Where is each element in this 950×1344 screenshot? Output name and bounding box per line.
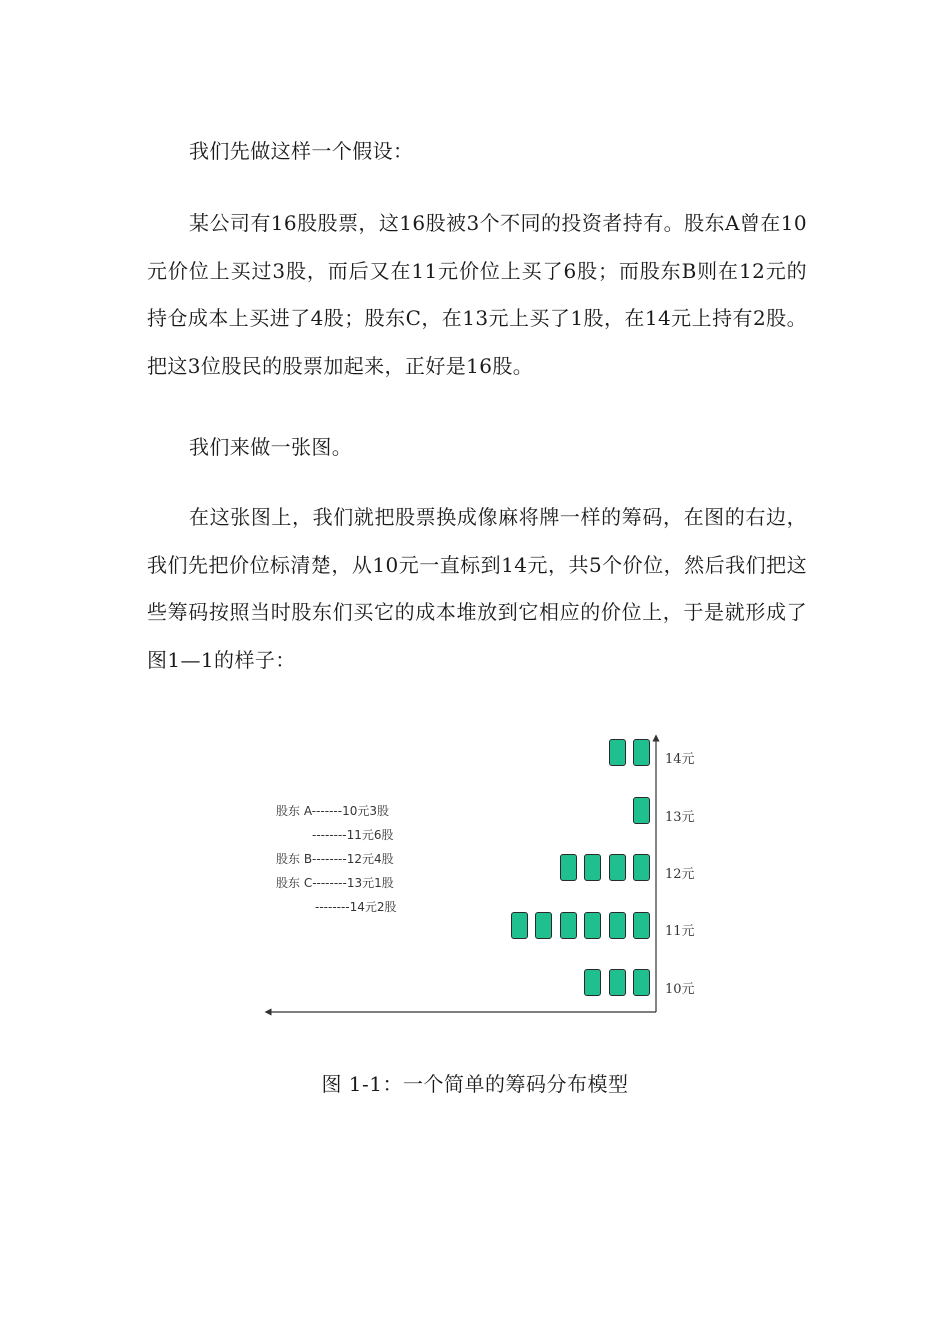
- legend-line-a: 股东 A-------10元3股: [276, 804, 389, 818]
- chip-14元-2: [609, 739, 626, 766]
- chip-11元-2: [609, 912, 626, 939]
- price-label-14: 14元: [665, 752, 695, 767]
- chip-10元-1: [633, 969, 650, 996]
- legend-line-c: 股东 C--------13元1股: [276, 876, 394, 890]
- legend-line-a2: --------11元6股: [312, 828, 394, 842]
- chip-11元-5: [535, 912, 552, 939]
- chip-distribution-figure: [260, 732, 710, 1022]
- price-label-11: 11元: [665, 924, 695, 939]
- chip-12元-4: [560, 854, 577, 881]
- paragraph-make-chart: 我们来做一张图。: [189, 435, 353, 459]
- chip-10元-3: [584, 969, 601, 996]
- legend-line-b: 股东 B--------12元4股: [276, 852, 394, 866]
- price-label-10: 10元: [665, 982, 695, 997]
- legend-line-c2: --------14元2股: [315, 900, 397, 914]
- chip-12元-1: [633, 854, 650, 881]
- chip-14元-1: [633, 739, 650, 766]
- paragraph-chip-description: 在这张图上，我们就把股票换成像麻将牌一样的筹码，在图的右边，我们先把价位标清楚，从10元一直标到14元，共5个价位，然后我们把这些筹码按照当时股东们买它的成本堆放到它相应的价位上，于是就形成了图1—1的样子：: [147, 505, 807, 672]
- chip-11元-1: [633, 912, 650, 939]
- paragraph-shareholders: 某公司有16股股票，这16股被3个不同的投资者持有。股东A曾在10元价位上买过3股，而后又在11元价位上买了6股；而股东B则在12元的持仓成本上买进了4股；股东C，在13元上买了1股，在14元上持有2股。把这3位股民的股票加起来，正好是16股。: [147, 211, 807, 378]
- figure-caption: 图 1-1：一个简单的筹码分布模型: [321, 1072, 629, 1096]
- chip-11元-6: [511, 912, 528, 939]
- chip-12元-2: [609, 854, 626, 881]
- price-label-12: 12元: [665, 867, 695, 882]
- chip-13元-1: [633, 797, 650, 824]
- chip-11元-3: [584, 912, 601, 939]
- paragraph-assumption: 我们先做这样一个假设：: [189, 139, 414, 163]
- chip-11元-4: [560, 912, 577, 939]
- chip-10元-2: [609, 969, 626, 996]
- chip-12元-3: [584, 854, 601, 881]
- price-label-13: 13元: [665, 810, 695, 825]
